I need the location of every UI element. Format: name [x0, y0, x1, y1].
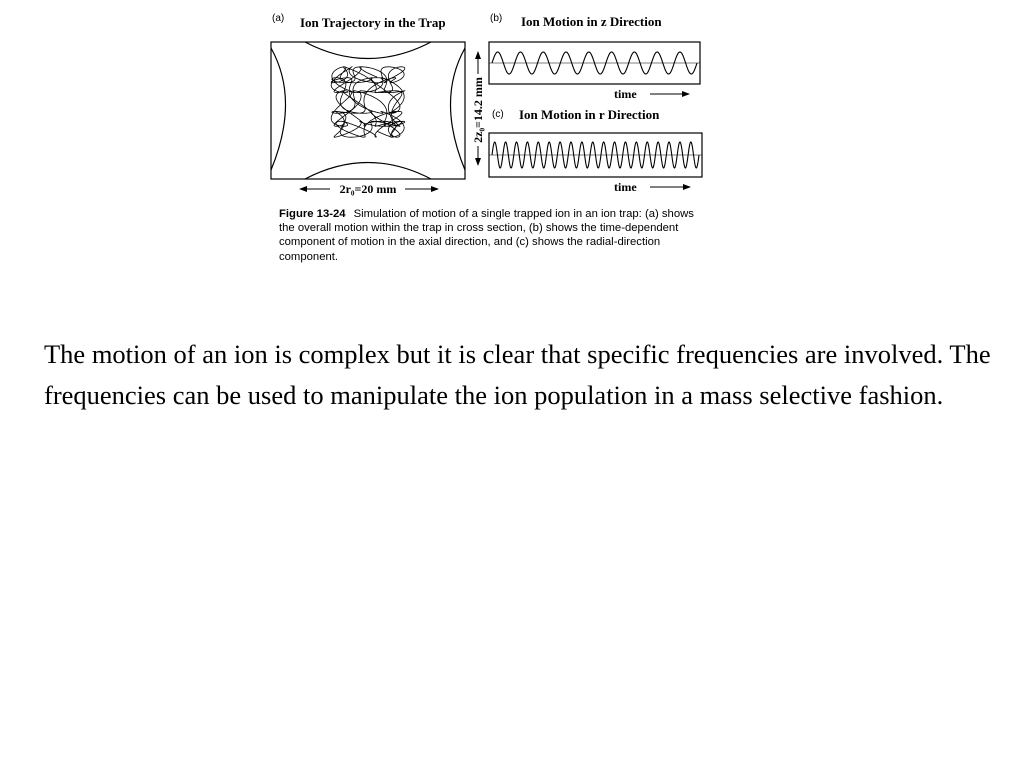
figure-caption: [279, 207, 709, 264]
trap-endcap-top: [305, 42, 431, 59]
trap-ring-electrode-right: [451, 48, 466, 170]
caption-label: Figure 13-24: [279, 208, 346, 220]
body-paragraph: The motion of an ion is complex but it is clear that specific frequencies are involved. The frequencies can be used to manipulate the ion population in a mass selective fashion.: [44, 339, 991, 410]
r-time-label: time: [614, 180, 637, 194]
panel-c-title: Ion Motion in r Direction: [519, 107, 660, 122]
z-time-label: time: [614, 87, 637, 101]
trap-ring-electrode-left: [271, 48, 286, 170]
caption-text: Simulation of motion of a single trapped ion in an ion trap: (a) shows the overall motion within the trap in cross section, (b) shows the time-dependent component of motion in the axial direction, and (c) shows the radial-direction component.: [279, 208, 694, 263]
trap-frame: [271, 42, 465, 179]
panel-a-tag: (a): [272, 13, 285, 24]
panel-a-title: Ion Trajectory in the Trap: [300, 15, 446, 30]
panel-b-title: Ion Motion in z Direction: [521, 14, 662, 29]
ion-trajectory-curve: [331, 67, 405, 137]
panel-c-tag: (c): [492, 109, 504, 120]
trap-endcap-bottom: [305, 163, 431, 180]
trap-width-label: 2r₀=20 mm: [339, 182, 397, 196]
trap-height-label: 2z₀=14.2 mm: [471, 77, 485, 143]
panel-b-tag: (b): [490, 13, 503, 24]
ion-trap-figure: [0, 0, 1024, 300]
